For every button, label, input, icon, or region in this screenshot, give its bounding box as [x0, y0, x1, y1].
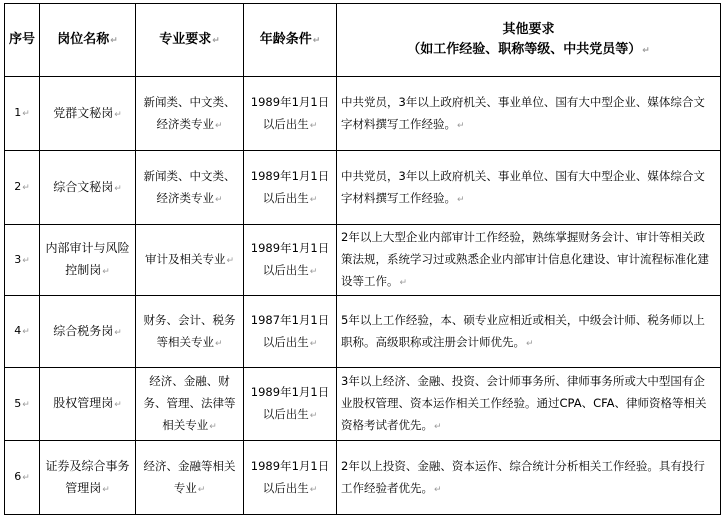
- header-other: [337, 4, 721, 77]
- row-age-cell: [244, 368, 337, 441]
- paragraph-mark: ↵: [309, 484, 318, 495]
- paragraph-mark: ↵: [212, 35, 220, 46]
- paragraph-mark: ↵: [457, 120, 465, 131]
- row-major-cell: [136, 441, 244, 515]
- row-other-cell: [337, 225, 721, 296]
- paragraph-mark: ↵: [114, 109, 122, 120]
- row-num: 1: [14, 106, 22, 119]
- row-major-cell: [136, 225, 244, 296]
- paragraph-mark: ↵: [526, 338, 534, 349]
- header-age-text: 年龄条件: [259, 31, 312, 47]
- paragraph-mark: ↵: [114, 183, 122, 194]
- header-num: 序号: [5, 4, 40, 77]
- table-row: [5, 296, 721, 368]
- row-num: 4: [14, 324, 22, 337]
- paragraph-mark: ↵: [434, 484, 442, 495]
- row-age: 1989年1月1日以后出生: [250, 385, 330, 421]
- row-name: 综合税务岗: [53, 323, 114, 338]
- row-age-cell: [244, 441, 337, 515]
- positions-table: [4, 3, 721, 515]
- row-age: 1989年1月1日以后出生: [250, 94, 330, 131]
- row-other: 2年以上投资、金融、资本运作、综合统计分析相关工作经验。具有投行工作经验者优先。: [341, 458, 705, 495]
- row-major-cell: [136, 296, 244, 368]
- paragraph-mark: ↵: [309, 267, 318, 277]
- table-row: [5, 225, 721, 296]
- row-major: 经济、金融等相关专业: [143, 458, 236, 495]
- row-num-cell: [5, 296, 40, 368]
- row-age: 1989年1月1日以后出生: [250, 458, 330, 495]
- paragraph-mark: ↵: [226, 256, 235, 266]
- paragraph-mark: ↵: [309, 411, 318, 421]
- row-other: 中共党员，3年以上政府机关、事业单位、国有大中型企业、媒体综合文字材料撰写工作经验。: [341, 168, 705, 205]
- row-age-cell: [244, 151, 337, 225]
- paragraph-mark: ↵: [22, 109, 30, 119]
- row-name-cell: [40, 296, 136, 368]
- table-row: [5, 368, 721, 441]
- row-age-cell: [244, 77, 337, 151]
- table-row: [5, 441, 721, 515]
- row-major-cell: [136, 368, 244, 441]
- row-age: 1987年1月1日以后出生: [250, 312, 330, 349]
- table-header-row: [5, 4, 721, 77]
- header-name-text: 岗位名称: [57, 31, 110, 47]
- paragraph-mark: ↵: [214, 194, 223, 205]
- paragraph-mark: ↵: [457, 194, 465, 205]
- row-age: 1989年1月1日以后出生: [250, 241, 330, 277]
- row-major: 财务、会计、税务等相关专业: [143, 312, 236, 349]
- row-name-cell: [40, 151, 136, 225]
- header-major: [136, 4, 244, 77]
- paragraph-mark: ↵: [114, 327, 122, 338]
- row-other: 中共党员，3年以上政府机关、事业单位、国有大中型企业、媒体综合文字材料撰写工作经验。: [341, 94, 705, 131]
- paragraph-mark: ↵: [114, 400, 122, 410]
- paragraph-mark: ↵: [22, 399, 30, 410]
- row-other-cell: [337, 368, 721, 441]
- table-row: [5, 151, 721, 225]
- row-major-cell: [136, 77, 244, 151]
- row-name-cell: [40, 441, 136, 515]
- paragraph-mark: ↵: [642, 45, 650, 56]
- row-other-cell: [337, 296, 721, 368]
- row-name: 证券及综合事务管理岗: [45, 458, 130, 495]
- paragraph-mark: ↵: [312, 35, 321, 46]
- row-major: 经济、金融、财务、管理、法律等相关专业: [143, 374, 236, 432]
- row-major-cell: [136, 151, 244, 225]
- paragraph-mark: ↵: [214, 338, 223, 349]
- row-num-cell: [5, 77, 40, 151]
- header-name: [40, 4, 136, 77]
- header-other-subtitle-text: （如工作经验、职称等级、中共党员等）: [407, 41, 642, 57]
- paragraph-mark: ↵: [309, 338, 318, 349]
- row-other-cell: [337, 77, 721, 151]
- row-num: 3: [14, 252, 22, 266]
- row-name: 股权管理岗: [53, 396, 114, 410]
- row-num: 5: [14, 396, 22, 410]
- row-other: 3年以上经济、金融、投资、会计师事务所、律师事务所或大中型国有企业股权管理、资本运作相关工作经验。通过CPA、CFA、律师资格等相关资格考试者优先。: [341, 374, 707, 432]
- row-major: 新闻类、中文类、经济类专业: [143, 94, 236, 131]
- row-other: 5年以上工作经验，本、硕专业应相近或相关，中级会计师、税务师以上职称。高级职称或注册会计师优先。: [341, 312, 705, 349]
- row-name: 党群文秘岗: [53, 105, 114, 120]
- header-other-subtitle: [341, 40, 716, 61]
- header-other-title: 其他要求: [502, 21, 555, 37]
- row-name-cell: [40, 225, 136, 296]
- paragraph-mark: ↵: [22, 473, 30, 483]
- row-other: 2年以上大型企业内部审计工作经验，熟练掌握财务会计、审计等相关政策法规，系统学习过或熟悉企业内部审计信息化建设、审计流程标准化建设等工作。: [341, 230, 709, 288]
- row-age-cell: [244, 225, 337, 296]
- paragraph-mark: ↵: [309, 120, 318, 131]
- header-major-text: 专业要求: [159, 31, 212, 47]
- row-num-cell: [5, 225, 40, 296]
- row-num-cell: [5, 441, 40, 515]
- row-major: 新闻类、中文类、经济类专业: [143, 168, 236, 205]
- paragraph-mark: ↵: [102, 484, 110, 495]
- paragraph-mark: ↵: [22, 327, 30, 337]
- paragraph-mark: ↵: [434, 422, 442, 432]
- row-other-cell: [337, 151, 721, 225]
- row-age: 1989年1月1日以后出生: [250, 168, 330, 205]
- row-num-cell: [5, 151, 40, 225]
- paragraph-mark: ↵: [214, 120, 223, 131]
- paragraph-mark: ↵: [22, 183, 30, 193]
- row-major: 审计及相关专业: [144, 252, 226, 266]
- header-age: [244, 4, 337, 77]
- paragraph-mark: ↵: [399, 278, 408, 288]
- paragraph-mark: ↵: [110, 35, 118, 46]
- paragraph-mark: ↵: [102, 267, 110, 277]
- paragraph-mark: ↵: [209, 422, 217, 432]
- row-num-cell: [5, 368, 40, 441]
- paragraph-mark: ↵: [309, 194, 318, 205]
- row-other-cell: [337, 441, 721, 515]
- paragraph-mark: ↵: [197, 484, 206, 495]
- row-name-cell: [40, 368, 136, 441]
- row-num: 2: [14, 180, 22, 193]
- row-name: 内部审计与风险控制岗: [45, 241, 130, 277]
- table-row: [5, 77, 721, 151]
- row-name: 综合文秘岗: [53, 179, 114, 194]
- paragraph-mark: ↵: [22, 255, 30, 266]
- row-age-cell: [244, 296, 337, 368]
- row-num: 6: [14, 470, 22, 483]
- row-name-cell: [40, 77, 136, 151]
